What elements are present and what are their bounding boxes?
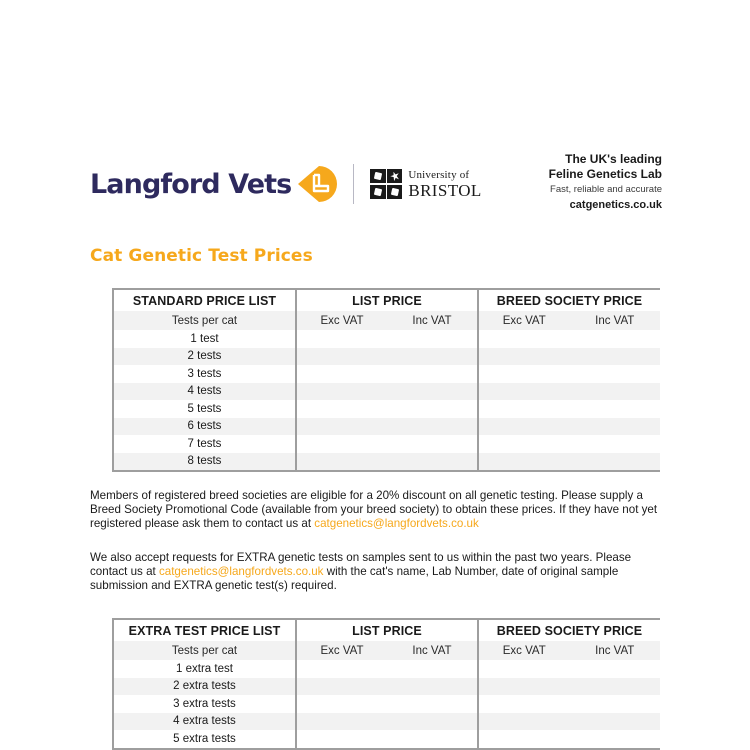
subheader-list-inc-vat: Inc VAT (412, 644, 452, 657)
subheader-list-exc-vat: Exc VAT (320, 314, 364, 327)
table-subheader-row (114, 641, 660, 660)
cell-breed-price (478, 453, 660, 471)
table-row (114, 453, 660, 471)
cell-breed-price (478, 330, 660, 348)
cell-breed-price (478, 695, 660, 713)
tagline-line-1: The UK's leading (565, 152, 662, 166)
logo-divider (353, 164, 354, 204)
cell-test-count: 4 extra tests (114, 713, 296, 731)
table-header-row (114, 290, 660, 311)
column-header-breed-society-price: BREED SOCIETY PRICE (478, 620, 660, 641)
cell-breed-price (478, 418, 660, 436)
cell-test-count: 5 extra tests (114, 730, 296, 748)
table-row (114, 330, 660, 348)
subheader-list-price-group (296, 311, 478, 330)
cell-test-count: 8 tests (114, 453, 296, 471)
bristol-university-line: University of (408, 168, 470, 181)
bristol-crest-icon (370, 169, 402, 199)
tagline-website-url: catgenetics.co.uk (569, 198, 662, 211)
cell-breed-price (478, 678, 660, 696)
cell-test-count: 2 tests (114, 348, 296, 366)
cell-breed-price (478, 383, 660, 401)
column-header-list-price: LIST PRICE (296, 620, 478, 641)
table-row (114, 418, 660, 436)
subheader-breed-exc-vat: Exc VAT (502, 644, 546, 657)
breed-society-discount-paragraph (90, 489, 668, 532)
cell-test-count: 1 test (114, 330, 296, 348)
contact-email-link-2[interactable]: catgenetics@langfordvets.co.uk (158, 565, 324, 579)
cell-test-count: 1 extra test (114, 660, 296, 678)
table-row (114, 435, 660, 453)
extra-tests-paragraph (90, 551, 668, 594)
cell-test-count: 3 extra tests (114, 695, 296, 713)
cell-list-price (296, 383, 478, 401)
university-of-bristol-logo (370, 164, 481, 204)
cell-list-price (296, 453, 478, 471)
subheader-breed-exc-vat: Exc VAT (502, 314, 546, 327)
cell-test-count: 5 tests (114, 400, 296, 418)
cell-list-price (296, 713, 478, 731)
extra-test-price-list-table (112, 618, 660, 750)
cell-test-count: 6 tests (114, 418, 296, 436)
langford-vets-wordmark: Langford Vets (90, 168, 292, 200)
cell-breed-price (478, 400, 660, 418)
table-row (114, 365, 660, 383)
cell-breed-price (478, 365, 660, 383)
table-row (114, 383, 660, 401)
cell-test-count: 2 extra tests (114, 678, 296, 696)
tagline-line-3: Fast, reliable and accurate (550, 183, 662, 195)
table-row (114, 660, 660, 678)
cell-list-price (296, 435, 478, 453)
cell-list-price (296, 730, 478, 748)
table-subheader-row (114, 311, 660, 330)
standard-price-list-table (112, 288, 660, 472)
column-header-list-price: LIST PRICE (296, 290, 478, 311)
subheader-list-exc-vat: Exc VAT (320, 644, 364, 657)
table-row (114, 713, 660, 731)
langford-leaf-logo-icon (297, 164, 337, 204)
subheader-breed-price-group (478, 641, 660, 660)
subheader-tests-per-cat: Tests per cat (114, 311, 296, 330)
subheader-breed-inc-vat: Inc VAT (595, 314, 635, 327)
cell-breed-price (478, 730, 660, 748)
cell-breed-price (478, 348, 660, 366)
table-row (114, 695, 660, 713)
cell-list-price (296, 400, 478, 418)
cell-test-count: 7 tests (114, 435, 296, 453)
subheader-tests-per-cat: Tests per cat (114, 641, 296, 660)
table-header-row (114, 620, 660, 641)
contact-email-link-1[interactable]: catgenetics@langfordvets.co.uk (314, 517, 479, 531)
brand-lockup (90, 158, 482, 210)
table-row (114, 400, 660, 418)
cell-breed-price (478, 435, 660, 453)
cell-list-price (296, 660, 478, 678)
bristol-name-line: BRISTOL (408, 180, 482, 200)
subheader-list-inc-vat: Inc VAT (412, 314, 452, 327)
table-row (114, 348, 660, 366)
bristol-wordmark (408, 170, 481, 199)
column-header-breed-society-price: BREED SOCIETY PRICE (478, 290, 660, 311)
column-header-category: STANDARD PRICE LIST (114, 290, 296, 311)
cell-list-price (296, 348, 478, 366)
cell-breed-price (478, 713, 660, 731)
column-header-category: EXTRA TEST PRICE LIST (114, 620, 296, 641)
table-row (114, 730, 660, 748)
cell-list-price (296, 365, 478, 383)
paragraph-1-text: Members of registered breed societies are eligible for a 20% discount on all genetic testing. Please supply a Breed Society Promotional Code (available from your breed society) to obtain these prices. If they have not yet registered please ask them to contact us at (90, 489, 658, 531)
tagline-line-2: Feline Genetics Lab (548, 167, 662, 182)
subheader-breed-inc-vat: Inc VAT (595, 644, 635, 657)
subheader-list-price-group (296, 641, 478, 660)
cell-test-count: 3 tests (114, 365, 296, 383)
paragraph-2-text-before: We also accept requests for EXTRA genetic tests on samples sent to us within the past two years. Please contact us at (90, 551, 632, 579)
document-header (0, 152, 750, 224)
cell-list-price (296, 678, 478, 696)
header-tagline (549, 152, 662, 212)
cell-list-price (296, 695, 478, 713)
page-title: Cat Genetic Test Prices (90, 246, 313, 266)
cell-breed-price (478, 660, 660, 678)
cell-list-price (296, 418, 478, 436)
subheader-breed-price-group (478, 311, 660, 330)
cell-test-count: 4 tests (114, 383, 296, 401)
table-row (114, 678, 660, 696)
cell-list-price (296, 330, 478, 348)
paragraph-2-text-after: with the cat's name, Lab Number, date of original sample submission and EXTRA genetic test(s) required. (90, 565, 619, 593)
